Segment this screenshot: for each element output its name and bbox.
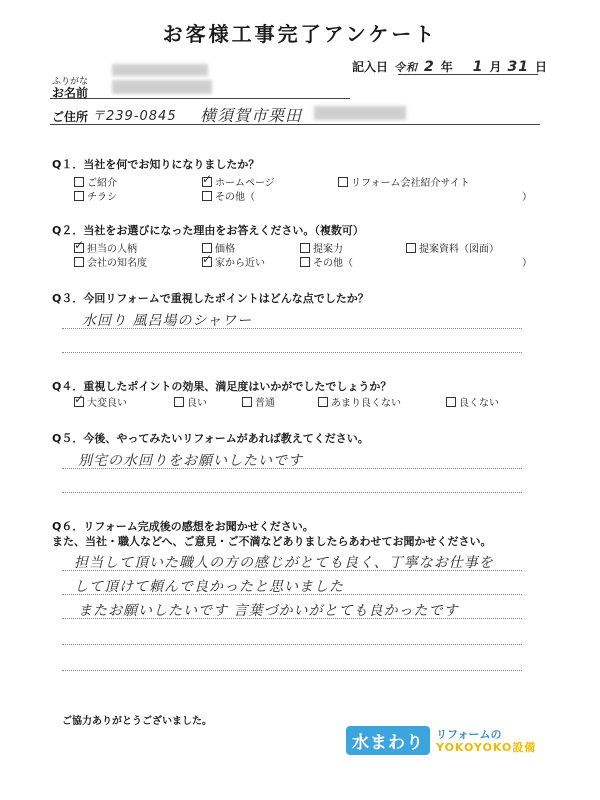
q2-option-label: 提案力 [313,244,343,255]
logo-sub2: YOKOYOKO設備 [436,740,537,754]
q1-option-site[interactable] [338,174,470,189]
q4-option-label: あまり良くない [331,398,401,409]
address-underline [50,124,540,125]
q1-option-homepage[interactable] [202,174,275,189]
furigana-redacted [112,64,208,76]
entry-date-month-suffix: 月 [489,60,502,74]
q4-checkbox-bad[interactable] [446,397,456,407]
q5-answer-line [62,468,522,469]
q4-option-good[interactable] [174,394,207,409]
q4-question: Q４．重視したポイントの効果、満足度はいかがでしたでしょうか？ [52,380,392,393]
q6-answer-rule [62,570,522,571]
q6-answer-rule [62,594,522,595]
q1-option-label: リフォーム会社紹介サイト [351,178,470,189]
q4-option-not-good[interactable] [318,394,401,409]
q1-question: Q１．当社を何でお知りになりましたか？ [52,158,260,171]
name-underline [50,98,350,99]
address-label: ご住所 [52,110,89,124]
q3-answer-line [62,328,522,329]
address-postal: 〒239-0845 [92,109,177,124]
q4-option-average[interactable] [242,394,275,409]
q6-answer-line1: 担当して頂いた職人の方の感じがとても良く、丁寧なお仕事を [74,555,494,571]
q4-option-bad[interactable] [446,394,499,409]
entry-date-month: 1 [472,59,484,75]
entry-date-day-suffix: 日 [535,60,548,74]
name-redacted [112,80,212,94]
q4-checkbox-average[interactable] [242,397,252,407]
q1-checkbox-other[interactable] [202,191,212,201]
q2-option-other[interactable] [300,254,353,269]
q2-close-paren: ） [522,258,532,269]
q1-option-flyer[interactable] [74,188,117,203]
q2-option-person[interactable] [74,240,137,255]
q2-option-docs[interactable] [406,240,499,255]
q2-option-reputation[interactable] [74,254,147,269]
entry-date-era: 令和 [394,61,419,74]
q4-option-label: 普通 [255,398,275,409]
address-city: 横須賀市栗田 [200,106,303,125]
entry-date-year: 2 [424,59,435,75]
q4-option-very-good[interactable] [74,394,127,409]
q6-answer-line2: して頂けて頼んで良かったと思いました [74,579,344,595]
entry-date [352,58,547,75]
entry-date-underline [398,74,538,75]
entry-date-day: 31 [507,59,530,75]
thanks-message: ご協力ありがとうございました。 [62,716,212,727]
logo-main: 水まわり [346,726,430,755]
q2-checkbox-other[interactable] [300,257,310,267]
q4-option-label: 大変良い [87,398,127,409]
q2-question: Q２．当社をお選びになった理由をお答えください。（複数可） [52,224,364,237]
q6-answer-line3: またお願いしたいです 言葉づかいがとても良かったです [78,603,459,619]
company-logo [346,726,536,755]
q1-option-referral[interactable] [74,174,117,189]
q5-answer-line [62,492,522,493]
q2-option-label: その他（ [313,258,353,269]
q1-checkbox-referral[interactable] [74,177,84,187]
q3-question: Q３．今回リフォームで重視したポイントはどんな点でしたか？ [52,292,369,305]
address-redacted [314,106,406,120]
q2-checkbox-person[interactable] [74,243,84,253]
entry-date-year-suffix: 年 [440,60,453,74]
q1-checkbox-flyer[interactable] [74,191,84,201]
q4-checkbox-good[interactable] [174,397,184,407]
q3-answer: 水回り 風呂場のシャワー [82,313,253,329]
q1-checkbox-homepage[interactable] [202,177,212,187]
q6-question-line1: Q６．リフォーム完成後の感想をお聞かせください。 [52,520,314,533]
q2-option-proposal[interactable] [300,240,343,255]
q1-close-paren: ） [522,192,532,203]
q6-answer-rule [62,644,522,645]
q1-option-other[interactable] [202,188,255,203]
q2-checkbox-reputation[interactable] [74,257,84,267]
q4-option-label: 良い [187,398,207,409]
q4-option-label: 良くない [459,398,499,409]
q2-checkbox-proposal[interactable] [300,243,310,253]
q5-answer: 別宅の水回りをお願いしたいです [78,453,303,469]
q4-checkbox-not-good[interactable] [318,397,328,407]
q2-option-near[interactable] [202,254,265,269]
q2-option-label: 会社の知名度 [87,258,147,269]
q3-answer-line [62,352,522,353]
q2-checkbox-near[interactable] [202,257,212,267]
q1-option-label: その他（ [215,192,255,203]
name-label: お名前 [52,86,89,100]
q1-option-label: チラシ [87,192,117,203]
q6-answer-rule [62,670,522,671]
q2-option-label: 提案資料（図面） [419,244,499,255]
q2-option-label: 担当の人柄 [87,244,137,255]
q1-option-label: ホームページ [215,178,275,189]
q6-answer-rule [62,618,522,619]
q5-question: Q５．今後、やってみたいリフォームがあれば教えてください。 [52,432,369,445]
q1-checkbox-site[interactable] [338,177,348,187]
q6-question-line2: また、当社・職人などへ、ご意見・ご不満などありましたらあわせてお聞かせください。 [52,535,492,548]
q2-option-label: 価格 [215,244,235,255]
q4-checkbox-very-good[interactable] [74,397,84,407]
q1-option-label: ご紹介 [87,178,117,189]
logo-sub1: リフォームの [436,727,502,741]
q2-checkbox-docs[interactable] [406,243,416,253]
q2-option-label: 家から近い [215,258,265,269]
furigana-label: ふりがな [52,77,89,87]
page-title: お客様工事完了アンケート [162,22,438,46]
entry-date-label: 記入日 [352,60,389,74]
